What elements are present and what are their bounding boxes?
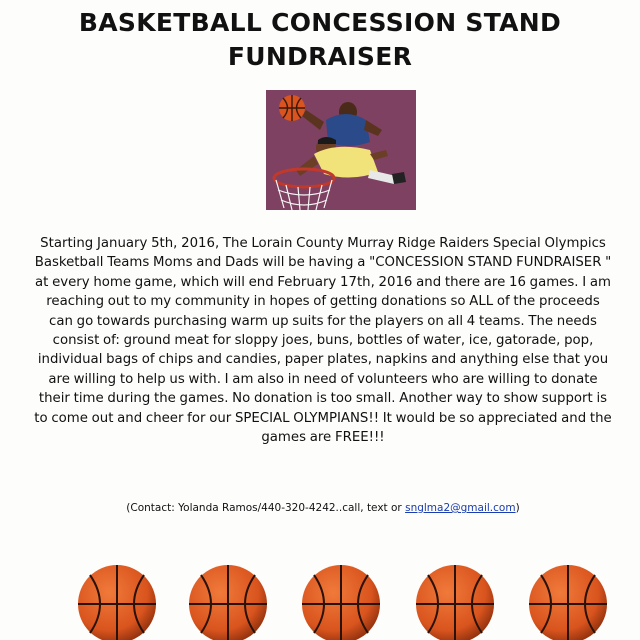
basketball-player-dunk-icon (266, 90, 416, 210)
contact-email-link[interactable]: snglma2@gmail.com (405, 502, 516, 514)
basketball-player-illustration (266, 90, 416, 210)
contact-suffix: ) (515, 502, 520, 514)
fundraiser-description: Starting January 5th, 2016, The Lorain County Murray Ridge Raiders Special Olympics Basketball Teams Moms and Dads will be having a "CONCESSION STAND FUNDRAISER " at every home game, which will end February 17th, 2016 and there are 16 games. I am reaching out to my community in hopes of getting donations so ALL of the proceeds can go towards purchasing warm up suits for the players on all 4 teams. The needs consist of: ground meat for sloppy joes, buns, bottles of water, ice, gatorade, pop, individual bags of chips and candies, paper plates, napkins and anything else that you are willing to help us with. I am also in need of volunteers who are willing to donate their time during the games. No donation is too small. Another way to show support is to come out and cheer for our SPECIAL OLYMPIANS!! It would be so appreciated and the games are FREE!!! (34, 236, 612, 446)
contact-line (40, 500, 606, 516)
basketball-row (0, 563, 640, 640)
basketball-icon (76, 563, 158, 640)
basketball-icon (300, 563, 382, 640)
title-line-2: FUNDRAISER (227, 42, 413, 71)
basketball-icon (527, 563, 609, 640)
basketball-icon (187, 563, 269, 640)
contact-prefix: (Contact: Yolanda Ramos/440-320-4242..call, text or (126, 502, 406, 514)
basketball-icon (414, 563, 496, 640)
title-line-1: BASKETBALL CONCESSION STAND (78, 8, 562, 37)
flyer-title (0, 6, 640, 74)
